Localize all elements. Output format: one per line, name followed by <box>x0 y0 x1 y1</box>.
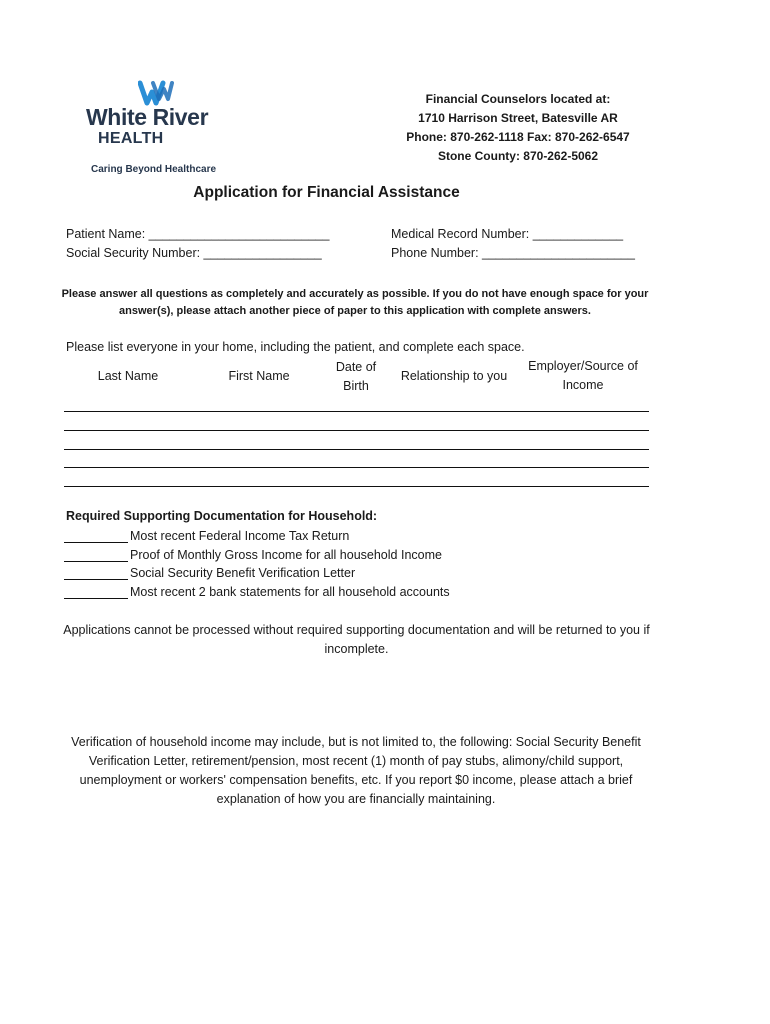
col-last-name: Last Name <box>97 369 159 383</box>
logo-name: White River <box>86 104 209 130</box>
counselor-stone-county: Stone County: 870-262-5062 <box>437 149 599 163</box>
doc-item <box>64 528 349 547</box>
counselor-address: 1710 Harrison Street, Batesville AR <box>418 111 618 125</box>
doc-item <box>64 565 355 584</box>
doc-item <box>64 547 442 566</box>
page-title: Application for Financial Assistance <box>193 184 460 201</box>
counselor-info <box>380 90 656 166</box>
household-row-line[interactable] <box>64 411 649 412</box>
household-row-line[interactable] <box>64 486 649 487</box>
col-employer-line-2: Income <box>562 378 604 392</box>
patient-name-field[interactable]: Patient Name: __________________________ <box>66 227 330 241</box>
col-first-name: First Name <box>228 369 290 383</box>
doc-checkline[interactable] <box>64 565 128 580</box>
logo <box>86 80 246 180</box>
verification-note: Verification of household income may include, but is not limited to, the following: Social Security Benefit Verification Letter, retirement/pension, most recent (1) month of pay stubs, alimony/child support, unemployment or workers' compensation benefits, etc. If you report $0 income, please attach a brief explanation of how you are financially maintaining. <box>71 735 641 806</box>
counselor-line-1: Financial Counselors located at: <box>425 92 611 106</box>
col-dob-line-2: Birth <box>343 379 369 393</box>
ssn-field[interactable]: Social Security Number: _________________ <box>66 246 322 260</box>
col-date-of-birth <box>321 358 391 396</box>
doc-item-label: Social Security Benefit Verification Letter <box>130 566 356 580</box>
logo-tagline: Caring Beyond Healthcare <box>91 164 217 175</box>
doc-item <box>64 584 450 603</box>
doc-item-label: Most recent 2 bank statements for all household accounts <box>130 585 450 599</box>
doc-checkline[interactable] <box>64 528 128 543</box>
doc-item-label: Most recent Federal Income Tax Return <box>130 529 350 543</box>
counselor-phone-fax: Phone: 870-262-1118 Fax: 870-262-6547 <box>406 130 630 144</box>
household-row-line[interactable] <box>64 467 649 468</box>
logo-subname: HEALTH <box>98 130 164 147</box>
doc-checkline[interactable] <box>64 547 128 562</box>
instructions: Please answer all questions as completely and accurately as possible. If you do not have enough space for your answer(s), please attach another piece of paper to this application with complete answers. <box>61 288 649 317</box>
col-relationship: Relationship to you <box>400 369 508 383</box>
household-row-line[interactable] <box>64 430 649 431</box>
docs-heading: Required Supporting Documentation for Household: <box>66 509 378 523</box>
logo-w-mark-icon <box>138 80 174 106</box>
household-intro: Please list everyone in your home, including the patient, and complete each space. <box>66 340 525 354</box>
household-row-line[interactable] <box>64 449 649 450</box>
incomplete-notice: Applications cannot be processed without required supporting documentation and will be returned to you if incomplete. <box>63 623 650 656</box>
doc-item-label: Proof of Monthly Gross Income for all household Income <box>130 548 442 562</box>
col-employer-income <box>520 357 646 395</box>
col-dob-line-1: Date of <box>335 360 377 374</box>
col-employer-line-1: Employer/Source of <box>528 359 638 373</box>
doc-checkline[interactable] <box>64 584 128 599</box>
phone-field[interactable]: Phone Number: ______________________ <box>391 246 635 260</box>
medical-record-field[interactable]: Medical Record Number: _____________ <box>391 227 624 241</box>
